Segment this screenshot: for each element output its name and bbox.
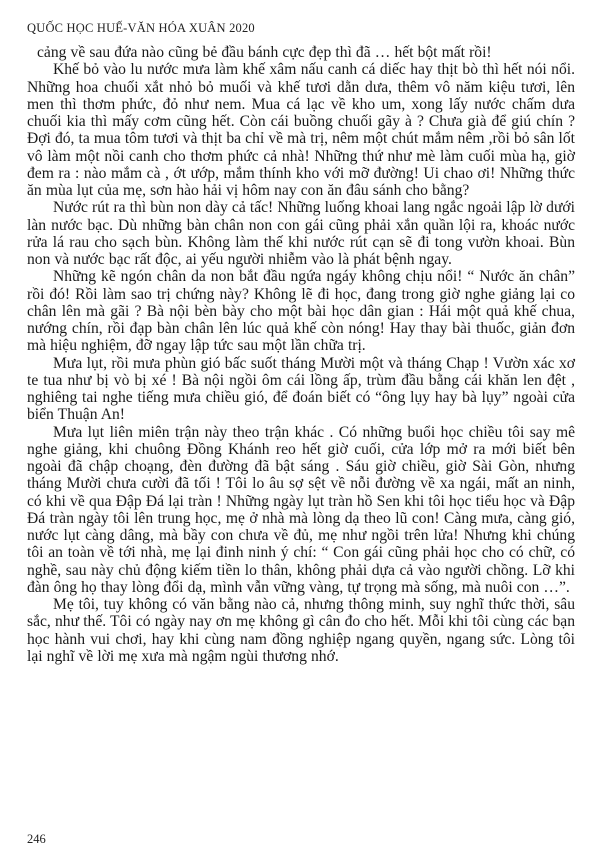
- page-number: 246: [27, 832, 46, 846]
- paragraph: Nước rút ra thì bùn non dày cả tấc! Những luống khoai lang ngắc ngoải lập lờ dưới làn nước bạc. Dù những bàn chân non con gái cũng phải xắn quần lội ra, khoác nước rửa lá rau cho sạch bùn. Không làm thế khi nước rút cạn sẽ đi tong vườn khoai. Bùn non và nước bạc rất độc, ai yếu người nhiễm vào là phát bệnh ngay.: [27, 199, 575, 268]
- paragraph: Mưa lụt liên miên trận này theo trận khác . Có những buổi học chiều tôi say mê nghe giảng, khi chuông Đồng Khánh reo hết giờ cuối, cửa lớp mở ra mới biết bên ngoài đã chập choạng, đèn đường đã bật sáng . Sáu giờ chiều, giờ Sài Gòn, nhưng tháng Mười chưa cười đã tối ! Tôi lo âu sợ sệt về nỗi đường về xa ngái, mất an ninh, có khi về qua Đập Đá lại tràn ! Những ngày lụt tràn hồ Sen khi tôi học tiểu học và Đập Đá tràn ngày tôi lên trung học, mẹ ở nhà mà lòng dạ theo lũ con! Càng mưa, càng gió, nước lụt càng dâng, mà bầy con chưa về đủ, mẹ như ngồi trên lửa! Nhưng khi chúng tôi an toàn về tới nhà, mẹ lại đinh ninh ý chí: “ Con gái cũng phải học cho có chữ, có nghề, sau này chủ động kiếm tiền lo thân, không phải dựa cả vào người chồng. Lỡ khi đàn ông họ thay lòng đổi dạ, mình vẫn vững vàng, tự trọng mà sống, mà nuôi con …”.: [27, 423, 575, 596]
- paragraph: Những kẽ ngón chân da non bắt đầu ngứa ngáy không chịu nổi! “ Nước ăn chân” rồi đó! Rồi làm sao trị chứng này? Không lẽ đi học, đang trong giờ nghe giảng lại co chân lên mà gãi ? Bà nội bèn bày cho một bài học dân gian : Hái một quả khế chua, nướng chín, rồi đạp bàn chân lên lúc quả khế còn nóng! Hay thay bài thuốc, giản đơn mà hiệu nghiệm, đỡ ngay lập tức sau một lần chữa trị.: [27, 268, 575, 355]
- paragraph: cảng về sau đứa nào cũng bẻ đầu bánh cực đẹp thì đã … hết bột mất rồi!: [37, 44, 492, 61]
- article-body: [27, 44, 575, 665]
- running-header: QUỐC HỌC HUẾ-VĂN HÓA XUÂN 2020: [27, 21, 255, 35]
- paragraph: Mẹ tôi, tuy không có văn bằng nào cả, nhưng thông minh, suy nghĩ thức thời, sâu sắc, như thế. Tôi có ngày nay ơn mẹ không gì cân đo cho hết. Mỗi khi tôi cùng các bạn học hành vui chơi, hay khi cùng nam đồng nghiệp ngang quyền, ngang sức. Lòng tôi lại nghĩ về lời mẹ xưa mà ngậm ngùi thương nhớ.: [27, 596, 575, 665]
- paragraph: Khế bỏ vào lu nước mưa làm khế xâm nấu canh cá diếc hay thịt bò thì hết nói nổi. Những hoa chuối xắt nhỏ bỏ muối và khế tươi dằn dưa, thêm vô năm kiệu tươi, lên men thì thơm phức, đỏ như nem. Mua cá lạc về kho um, xong lấy nước chấm dưa chuối kia thì mấy cơm cũng hết. Còn cái buồng chuối gãy à ? Chưa già để giú chín ? Đợi đó, ta mua tôm tươi và thịt ba chỉ về mà trị, nêm một chút mắm nêm ,rồi bỏ sân lốt vô làm một nồi canh cho thơm phức cả nhà! Những thứ như mè làm cuối mùa hạ, giờ đem ra : nào mắm cà , ớt ướp, mắm thính kho với mỡ đường! Ui chao ơi! Những thức ăn mùa lụt của mẹ, sơn hào hải vị hôm nay con ăn đâu sánh cho bằng?: [27, 61, 575, 199]
- paragraph: Mưa lụt, rồi mưa phùn gió bấc suốt tháng Mười một và tháng Chạp ! Vườn xác xơ te tua như bị vò bị xé ! Bà nội ngồi ôm cái lồng ấp, trùm đầu bằng cái khăn len đệt , nghiêng tai nghe tiếng mưa chiều gió, để đoán biết có “ông lụy hay bà lụy” ngoài cửa biển Thuận An!: [27, 354, 575, 424]
